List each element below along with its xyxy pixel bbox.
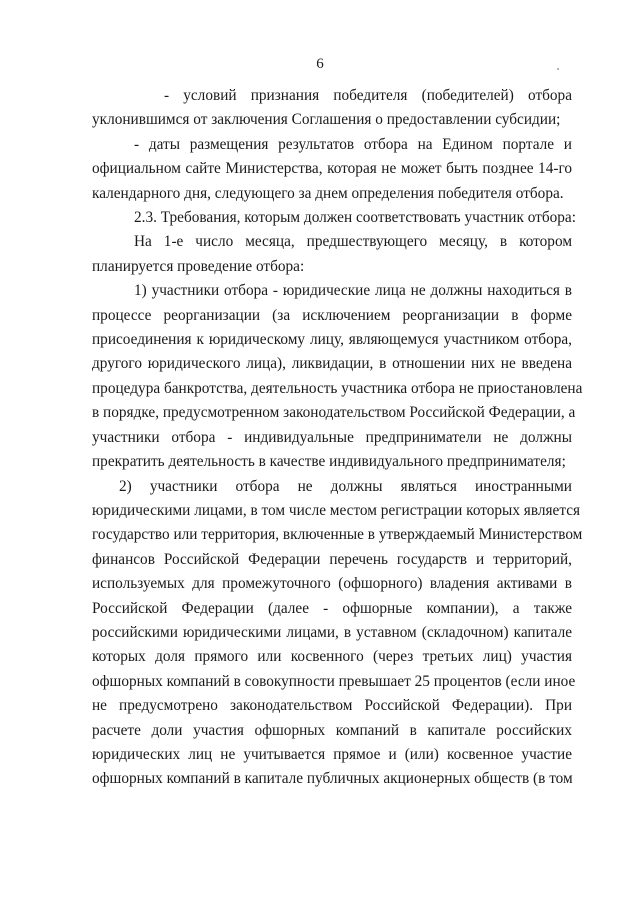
text-line: На 1-е число месяца, предшествующего месяцу, в котором: [134, 233, 572, 251]
text-line: в порядке, предусмотренном законодательством Российской Федерации, а: [92, 404, 576, 422]
paragraph-item-2: [92, 475, 583, 792]
text-line: прекратить деятельность в качестве индивидуального предпринимателя;: [92, 453, 566, 471]
text-line: которых доля прямого или косвенного (через третьих лиц) участия: [92, 648, 572, 666]
text-line: Российской Федерации (далее - офшорные компании), а также: [92, 599, 572, 617]
text-line: расчете доли участия офшорных компаний в капитале российских: [92, 721, 572, 739]
text-line: процедура банкротства, деятельность участника отбора не приостановлена: [92, 379, 583, 397]
text-line: - даты размещения результатов отбора на Едином портале и: [134, 135, 572, 153]
text-line: юридическими лицами, в том числе местом регистрации которых является: [92, 501, 581, 519]
text-line: - условий признания победителя (победителей) отбора: [164, 87, 572, 104]
text-line: используемых для промежуточного (офшорного) владения активами в: [92, 575, 572, 593]
text-line: планируется проведение отбора:: [92, 257, 305, 275]
paragraph-first-of-month: [92, 230, 572, 279]
text-line: юридических лиц не учитывается прямое и (или) косвенное участие: [92, 745, 572, 763]
page-number: 6: [316, 56, 324, 72]
paragraph-bullet-conditions: [92, 84, 572, 133]
text-line: 2) участники отбора не должны являться иностранными: [119, 477, 572, 495]
paragraph-section-2-3: [92, 206, 576, 230]
text-line: офшорных компаний в совокупности превышает 25 процентов (если иное: [92, 672, 576, 690]
text-line: российскими юридическими лицами, в уставном (складочном) капитале: [92, 623, 572, 641]
paragraph-bullet-dates: [92, 133, 572, 206]
paragraph-item-1: [92, 279, 583, 474]
text-line: уклонившимся от заключения Соглашения о предоставлении субсидии;: [92, 111, 561, 129]
text-line: другого юридического лица), ликвидации, в отношении них не введена: [92, 355, 572, 373]
text-line: участники отбора - индивидуальные предприниматели не должны: [92, 428, 572, 446]
text-line: 1) участники отбора - юридические лица не должны находиться в: [134, 282, 572, 300]
text-line: офшорных компаний в капитале публичных акционерных обществ (в том: [92, 770, 573, 788]
text-line: не предусмотрено законодательством Российской Федерации). При: [92, 697, 572, 715]
text-line: календарного дня, следующего за днем определения победителя отбора.: [92, 184, 564, 202]
text-line: финансов Российской Федерации перечень государств и территорий,: [92, 550, 572, 568]
document-body: [92, 84, 583, 792]
text-line: присоединения к юридическому лицу, являющемуся участником отбора,: [92, 331, 572, 349]
text-line: государство или территория, включенные в утверждаемый Министерством: [92, 526, 583, 544]
scan-artifact: [557, 68, 559, 70]
text-line: процессе реорганизации (за исключением реорганизации в форме: [92, 306, 572, 324]
text-line: официальном сайте Министерства, которая не может быть позднее 14-го: [92, 160, 572, 178]
text-line: 2.3. Требования, которым должен соответствовать участник отбора:: [134, 209, 576, 227]
